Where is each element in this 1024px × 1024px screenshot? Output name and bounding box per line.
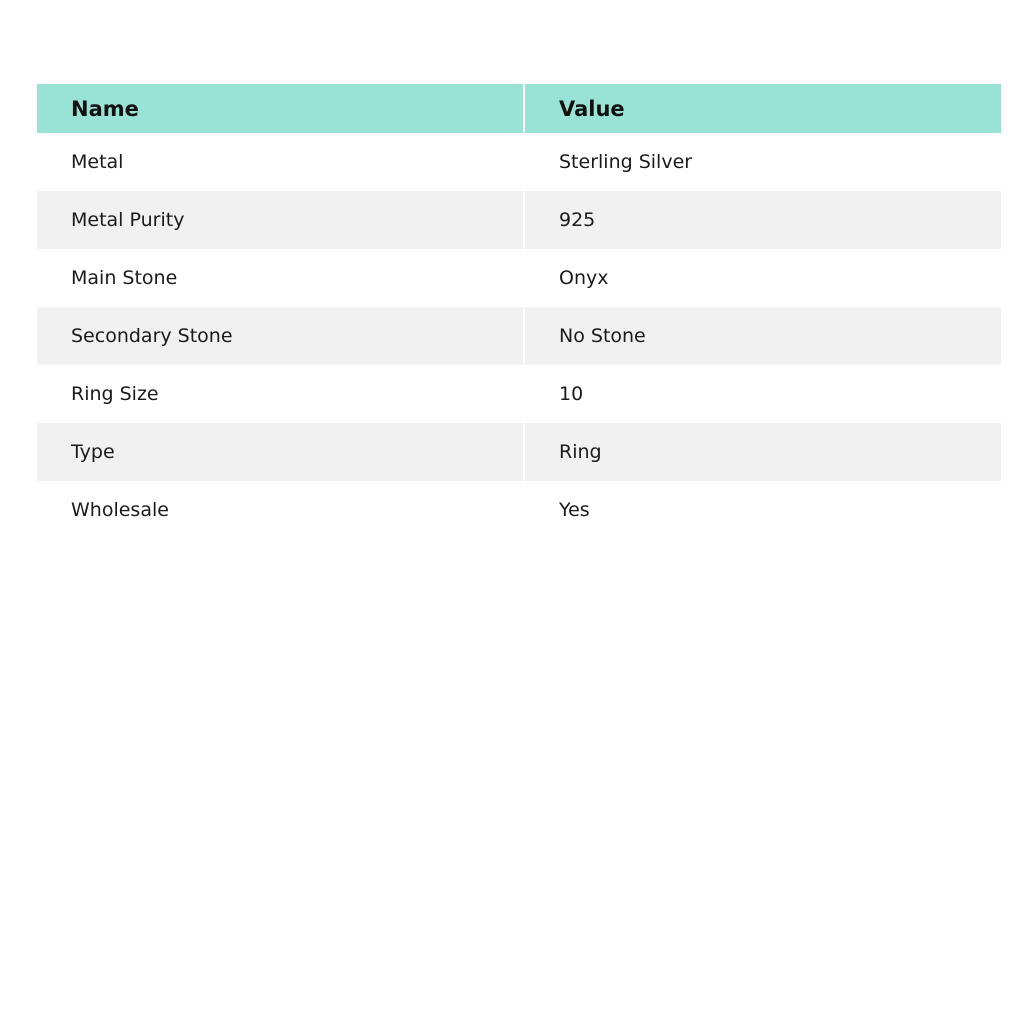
spec-name-cell: Wholesale <box>37 481 525 539</box>
table-row <box>37 191 1001 249</box>
table-row <box>37 423 1001 481</box>
header-row <box>37 84 1001 133</box>
spec-table-header <box>37 84 1001 133</box>
spec-value-cell: No Stone <box>525 307 1001 365</box>
spec-table <box>37 84 1001 539</box>
spec-value-cell: Sterling Silver <box>525 133 1001 191</box>
header-value: Value <box>525 84 1001 133</box>
spec-table-body <box>37 133 1001 539</box>
spec-value-cell: 925 <box>525 191 1001 249</box>
table-row <box>37 481 1001 539</box>
product-spec-table <box>37 84 1001 539</box>
spec-value-cell: 10 <box>525 365 1001 423</box>
table-row <box>37 249 1001 307</box>
table-row <box>37 133 1001 191</box>
table-row <box>37 307 1001 365</box>
spec-value-cell: Ring <box>525 423 1001 481</box>
spec-name-cell: Ring Size <box>37 365 525 423</box>
spec-name-cell: Metal <box>37 133 525 191</box>
spec-name-cell: Type <box>37 423 525 481</box>
header-name: Name <box>37 84 525 133</box>
spec-name-cell: Main Stone <box>37 249 525 307</box>
spec-name-cell: Metal Purity <box>37 191 525 249</box>
spec-value-cell: Onyx <box>525 249 1001 307</box>
spec-value-cell: Yes <box>525 481 1001 539</box>
table-row <box>37 365 1001 423</box>
spec-name-cell: Secondary Stone <box>37 307 525 365</box>
